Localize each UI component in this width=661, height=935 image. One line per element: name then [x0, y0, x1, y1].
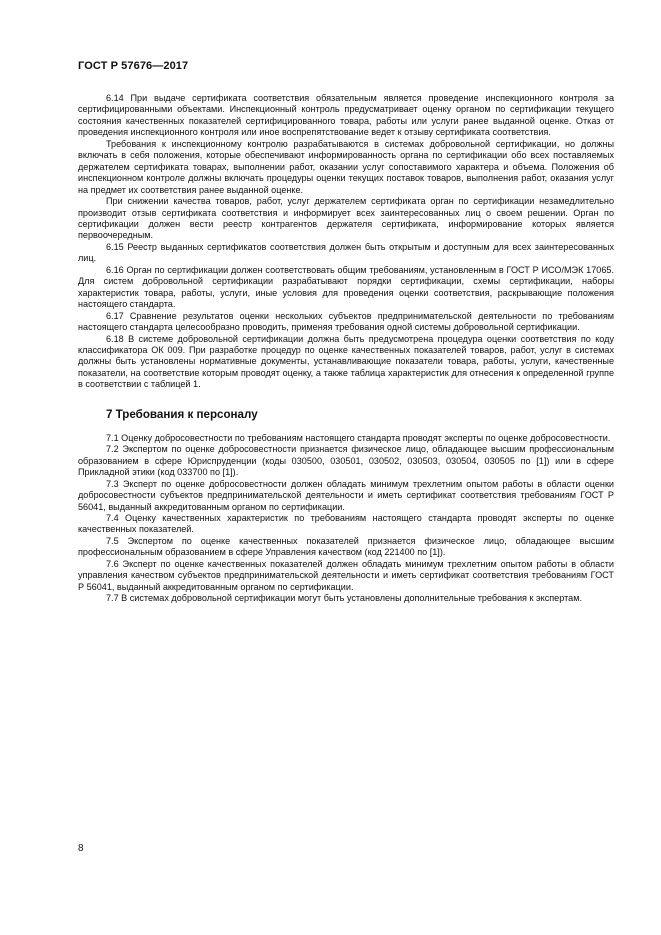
page-number: 8: [78, 843, 84, 854]
paragraph-6-14-requirements: Требования к инспекционному контролю разрабатываются в системах добровольной сертификации, но должны включать в себя положения, которые обеспечивают информированность органа по сертификации обо всех поставляемых держателем сертификата товарах, выполнении работ, оказании услуг сопоставимого характера и объема. Положения об инспекционном контроле должны включать процедуры оценки текущих поставок товаров, выполнения работ, оказания услуг на предмет их соответствия ранее выданной оценке.: [78, 138, 614, 195]
paragraph-6-18: 6.18 В системе добровольной сертификации должна быть предусмотрена процедура оценки соответствия по коду классификатора ОК 009. При разработке процедур по оценке качественных показателей товаров, работ, услуг в системах должны быть установлены нормативные документы, устанавливающие показатели товара, работы, услуги, качественные показатели, на соответствие которым проводят оценку, а также таблица характеристик для отнесения к определенной группе в соответствии с таблицей 1.: [78, 333, 614, 390]
paragraph-6-16: 6.16 Орган по сертификации должен соответствовать общим требованиям, установленным в ГОСТ Р ИСО/МЭК 17065. Для систем добровольной сертификации разрабатывают порядки сертификации, схемы сертификации, наборы характеристик товара, работы, услуги, иные условия для проведения оценки соответствия, раскрывающие положения настоящего стандарта.: [78, 264, 614, 310]
paragraph-7-1: 7.1 Оценку добросовестности по требованиям настоящего стандарта проводят эксперты по оценке добросовестности.: [106, 432, 611, 443]
paragraph-7-4: 7.4 Оценку качественных характеристик по требованиям настоящего стандарта проводят эксперты по оценке качественных показателей.: [78, 512, 614, 535]
document-header: ГОСТ Р 57676—2017: [78, 60, 189, 72]
paragraph-7-5: 7.5 Экспертом по оценке качественных показателей признается физическое лицо, обладающее высшим профессиональным образованием в сфере Управления качеством (код 221400 по [1]).: [78, 535, 614, 558]
paragraph-7-6: 7.6 Эксперт по оценке качественных показателей должен обладать минимум трехлетним опытом работы в области управления качеством субъектов предпринимательской деятельности и иметь сертификат соответствия требованиям ГОСТ Р 56041, выданный аккредитованным органом по сертификации.: [78, 558, 614, 592]
document-body: [78, 93, 614, 605]
paragraph-6-14-quality-decline: При снижении качества товаров, работ, услуг держателем сертификата орган по сертификации незамедлительно производит отзыв сертификата соответствия и информирует всех заинтересованных лиц о своем решении. Орган по сертификации должен вести реестр контрагентов держателя сертификата, информирование которых является первоочередным.: [78, 196, 614, 241]
section-7-heading: 7 Требования к персоналу: [106, 407, 258, 421]
paragraph-6-14: 6.14 При выдаче сертификата соответствия обязательным является проведение инспекционного контроля за сертифицированными объектами. Инспекционный контроль предусматривает оценку органом по сертификации текущего состояния качественных показателей сертифицированного товара, работы или услуги ранее выданной оценке. Отказ от проведения инспекционного контроля или иное воспрепятствование ведет к отзыву сертификата соответствия.: [78, 93, 614, 138]
paragraph-7-3: 7.3 Эксперт по оценке добросовестности должен обладать минимум трехлетним опытом работы в области оценки добросовестности субъектов предпринимательской деятельности и иметь сертификат соответствия требованиям ГОСТ Р 56041, выданный аккредитованным органом по сертификации.: [78, 478, 614, 512]
paragraph-7-2: 7.2 Экспертом по оценке добросовестности признается физическое лицо, обладающее высшим профессиональным образованием в сфере Юриспруденции (коды 030500, 030501, 030502, 030503, 030504, 030505 по [1]) или в сфере Прикладной этики (код 033700 по [1]).: [78, 444, 614, 478]
paragraph-6-17: 6.17 Сравнение результатов оценки нескольких субъектов предпринимательской деятельности по требованиям настоящего стандарта целесообразно проводить, применяя требования одной системы добровольной сертификации.: [78, 310, 614, 333]
paragraph-6-15: 6.15 Реестр выданных сертификатов соответствия должен быть открытым и доступным для всех заинтересованных лиц.: [78, 241, 614, 264]
paragraph-7-7: 7.7 В системах добровольной сертификации могут быть установлены дополнительные требования к экспертам.: [106, 593, 582, 604]
